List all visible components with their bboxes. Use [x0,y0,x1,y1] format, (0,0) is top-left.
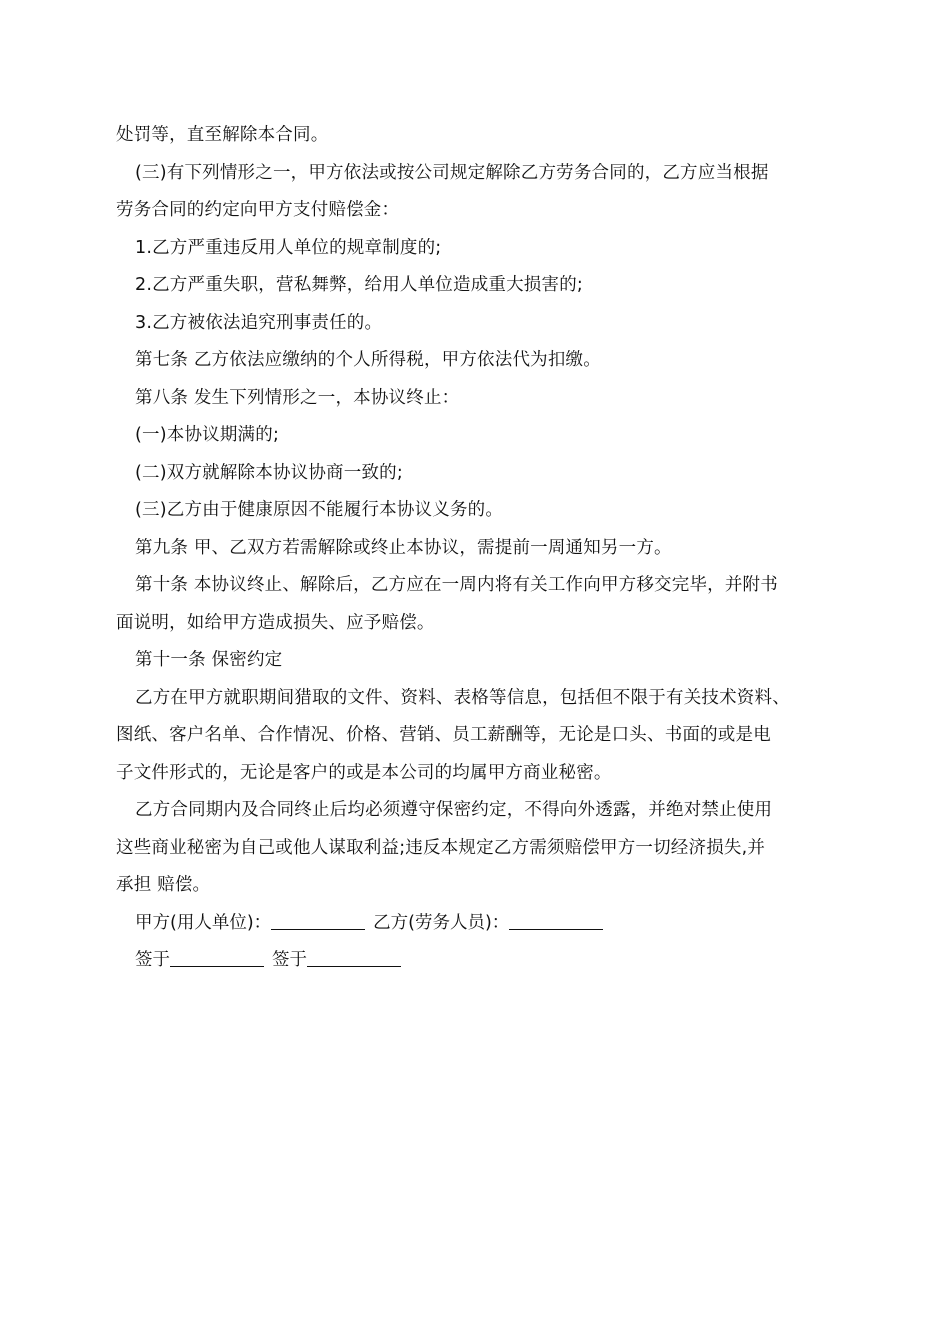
article-9: 第九条 甲、乙双方若需解除或终止本协议，需提前一周通知另一方。 [135,537,672,558]
text-line: 图纸、客户名单、合作情况、价格、营销、员工薪酬等，无论是口头、书面的或是电 [116,725,771,745]
text-line: 承担 赔偿。 [116,875,211,895]
article-10: 第十条 本协议终止、解除后，乙方应在一周内将有关工作向甲方移交完毕，并附书 [135,575,778,595]
list-item: (一)本协议期满的; [135,425,280,445]
list-item: 1.乙方严重违反用人单位的规章制度的; [135,237,442,258]
text-line: 劳务合同的约定向甲方支付赔偿金： [116,200,400,220]
text-line: 乙方合同期内及合同终止后均必须遵守保密约定，不得向外透露，并绝对禁止使用 [135,800,773,820]
party-a-blank[interactable] [271,911,365,930]
document-body [116,117,840,980]
signed-at-blank-a[interactable] [170,948,264,967]
list-item: (三)乙方由于健康原因不能履行本协议义务的。 [135,500,504,520]
text-line: (三)有下列情形之一，甲方依法或按公司规定解除乙方劳务合同的，乙方应当根据 [135,162,769,183]
list-item: (二)双方就解除本协议协商一致的; [135,462,403,483]
list-item: 2.乙方严重失职，营私舞弊，给用人单位造成重大损害的; [135,275,583,295]
article-7: 第七条 乙方依法应缴纳的个人所得税，甲方依法代为扣缴。 [135,350,601,370]
text-line: 这些商业秘密为自己或他人谋取利益;违反本规定乙方需须赔偿甲方一切经济损失,并 [116,837,766,858]
party-a-label: 甲方(用人单位)： [135,912,272,933]
article-11-heading: 第十一条 保密约定 [135,650,283,670]
list-item: 3.乙方被依法追究刑事责任的。 [135,312,383,333]
party-b-blank[interactable] [509,911,603,930]
text-line: 处罚等，直至解除本合同。 [116,125,329,145]
signed-at-blank-b[interactable] [307,948,401,967]
signed-at-label-b: 签于 [272,950,307,970]
signature-row-parties [116,905,840,943]
text-line: 子文件形式的，无论是客户的或是本公司的均属甲方商业秘密。 [116,762,612,783]
signed-at-label-a: 签于 [135,950,170,970]
text-line: 面说明，如给甲方造成损失、应予赔偿。 [116,612,435,633]
article-8: 第八条 发生下列情形之一，本协议终止： [135,387,460,408]
text-line: 乙方在甲方就职期间猎取的文件、资料、表格等信息，包括但不限于有关技术资料、 [135,687,790,708]
party-b-label: 乙方(劳务人员)： [373,912,510,933]
signature-row-location [116,942,840,980]
